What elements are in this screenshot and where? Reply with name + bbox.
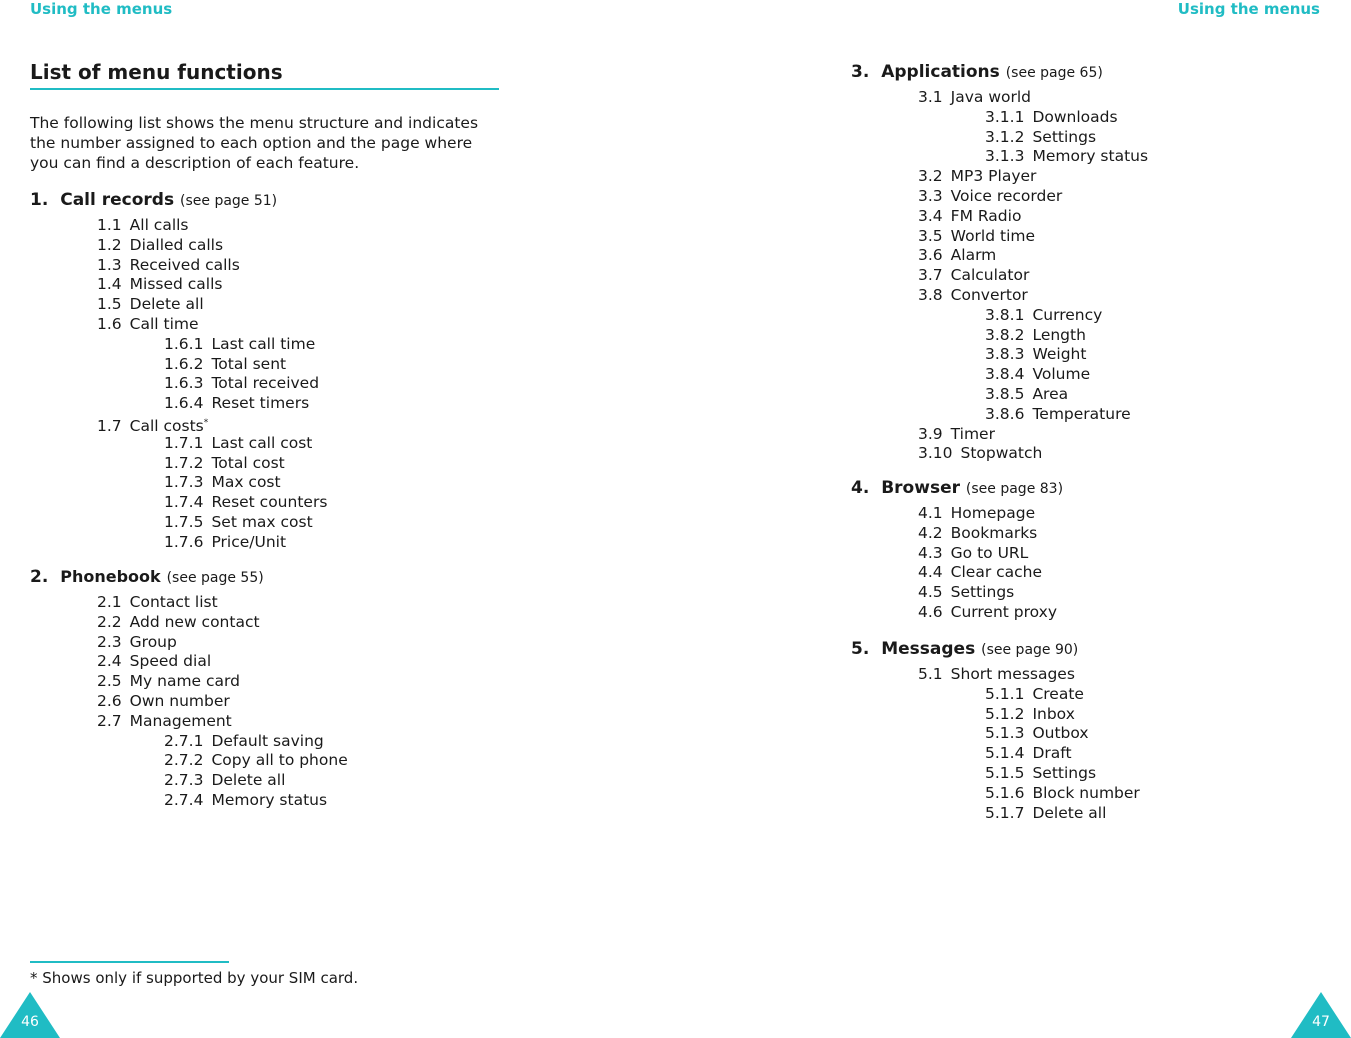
menu-item-number: 3.8.6 xyxy=(985,404,1025,423)
menu-item-label: Voice recorder xyxy=(950,186,1063,205)
menu-item xyxy=(97,712,348,732)
menu-item xyxy=(97,256,327,276)
menu-item-number: 5.1 xyxy=(918,665,943,683)
section-label: Applications xyxy=(881,62,1000,82)
section-page-ref: (see page 90) xyxy=(981,642,1079,658)
menu-item-number: 1.5 xyxy=(97,295,122,314)
menu-item-label: Total sent xyxy=(211,354,287,373)
menu-item-label: Add new contact xyxy=(129,612,260,631)
menu-item xyxy=(97,593,348,613)
menu-item xyxy=(97,771,348,791)
menu-item-number: 3.2 xyxy=(918,167,943,186)
menu-item-number: 3.8.5 xyxy=(985,384,1025,403)
menu-item-number: 3.5 xyxy=(918,226,943,245)
menu-item xyxy=(97,216,327,236)
section-number: 5. xyxy=(851,639,870,659)
menu-item xyxy=(918,128,1148,148)
menu-item-label: Total cost xyxy=(211,453,285,472)
menu-item-number: 3.6 xyxy=(918,246,943,265)
menu-item-number: 2.7.3 xyxy=(164,771,204,790)
page-number-text: 47 xyxy=(1312,1014,1330,1030)
menu-item-number: 5.1.3 xyxy=(985,724,1025,743)
menu-item-number: 5.1.4 xyxy=(985,744,1025,763)
menu-item-label: Alarm xyxy=(950,246,997,265)
menu-item-label: Settings xyxy=(950,583,1015,602)
menu-item xyxy=(97,295,327,315)
menu-item-label: Clear cache xyxy=(950,563,1043,582)
menu-item xyxy=(918,266,1148,286)
menu-item xyxy=(918,444,1148,464)
menu-item-label: Copy all to phone xyxy=(211,751,348,770)
section-label: Call records xyxy=(60,190,175,210)
section-page-ref: (see page 65) xyxy=(1005,65,1103,81)
menu-item-number: 1.1 xyxy=(97,216,122,234)
intro-paragraph: The following list shows the menu structure and indicates the number assigned to each option and the page where you can find a description of each feature. xyxy=(30,114,479,172)
section-heading-call-records xyxy=(30,190,277,210)
menu-item-number: 3.8.3 xyxy=(985,345,1025,364)
menu-item xyxy=(918,705,1140,725)
menu-item-label: Last call time xyxy=(211,334,316,353)
menu-item-label: Timer xyxy=(950,424,995,443)
menu-list-call-records xyxy=(97,216,327,553)
menu-item xyxy=(918,326,1148,346)
section-number: 4. xyxy=(851,478,870,498)
menu-item xyxy=(918,88,1148,108)
section-heading-messages xyxy=(851,639,1078,659)
menu-item xyxy=(918,207,1148,227)
page-number-left xyxy=(0,992,60,1038)
menu-item-number: 1.7.6 xyxy=(164,532,204,551)
menu-item-label: Max cost xyxy=(211,473,281,492)
menu-item-number: 3.10 xyxy=(918,444,953,463)
menu-item xyxy=(918,524,1057,544)
menu-item xyxy=(918,544,1057,564)
menu-item-label: Call time xyxy=(129,314,199,333)
menu-item xyxy=(97,236,327,256)
menu-list-applications xyxy=(918,88,1148,464)
menu-item xyxy=(97,315,327,335)
menu-item-label: Homepage xyxy=(950,504,1036,522)
menu-item xyxy=(918,504,1057,524)
menu-item-number: 5.1.2 xyxy=(985,704,1025,723)
menu-item-number: 4.3 xyxy=(918,543,943,562)
menu-item xyxy=(918,385,1148,405)
menu-item-label: World time xyxy=(950,226,1036,245)
menu-item xyxy=(918,583,1057,603)
menu-item-number: 2.1 xyxy=(97,593,122,611)
menu-item-number: 3.1.1 xyxy=(985,107,1025,126)
menu-item xyxy=(97,513,327,533)
menu-list-phonebook xyxy=(97,593,348,811)
menu-item-number: 3.4 xyxy=(918,206,943,225)
menu-item xyxy=(918,744,1140,764)
menu-item xyxy=(97,394,327,414)
menu-item-label: Set max cost xyxy=(211,512,313,531)
menu-item-label: All calls xyxy=(129,216,189,234)
menu-item-label: Go to URL xyxy=(950,543,1029,562)
menu-item-number: 3.1 xyxy=(918,88,943,106)
section-label: Messages xyxy=(881,639,976,659)
section-heading-applications xyxy=(851,62,1103,82)
menu-item xyxy=(97,374,327,394)
menu-item xyxy=(97,355,327,375)
menu-item-label: Temperature xyxy=(1032,404,1131,423)
menu-item-label: Volume xyxy=(1032,365,1091,384)
menu-item-label: Speed dial xyxy=(129,652,212,671)
menu-item xyxy=(918,784,1140,804)
menu-item-label: Currency xyxy=(1032,305,1103,324)
footnote-marker: * xyxy=(203,417,209,428)
menu-item-number: 1.7.3 xyxy=(164,473,204,492)
menu-item-label: Group xyxy=(129,632,177,651)
menu-item-number: 3.8 xyxy=(918,285,943,304)
menu-item-label: Java world xyxy=(950,88,1032,106)
menu-item xyxy=(918,286,1148,306)
menu-item-label: Default saving xyxy=(211,731,324,750)
menu-item xyxy=(918,685,1140,705)
menu-item-label: Current proxy xyxy=(950,602,1058,621)
menu-item-label: Block number xyxy=(1032,783,1140,802)
menu-item-label: Delete all xyxy=(211,771,286,790)
menu-item-label: Settings xyxy=(1032,763,1097,782)
menu-item-number: 3.1.3 xyxy=(985,147,1025,166)
menu-item-number: 5.1.5 xyxy=(985,763,1025,782)
menu-item-label: Management xyxy=(129,711,232,730)
menu-item xyxy=(918,227,1148,247)
menu-item-number: 3.7 xyxy=(918,266,943,285)
menu-item xyxy=(918,665,1140,685)
menu-item-number: 5.1.1 xyxy=(985,684,1025,703)
menu-item xyxy=(97,652,348,672)
menu-item-number: 3.3 xyxy=(918,186,943,205)
menu-item-label: Calculator xyxy=(950,266,1030,285)
menu-item-number: 1.4 xyxy=(97,275,122,294)
menu-item xyxy=(918,147,1148,167)
menu-item-label: Downloads xyxy=(1032,107,1118,126)
menu-item-number: 5.1.7 xyxy=(985,803,1025,822)
menu-item xyxy=(918,365,1148,385)
menu-item-number: 1.2 xyxy=(97,235,122,254)
menu-item-number: 1.6.1 xyxy=(164,334,204,353)
menu-item xyxy=(97,414,327,434)
menu-item xyxy=(97,751,348,771)
menu-item-label: Length xyxy=(1032,325,1086,344)
menu-list-browser xyxy=(918,504,1057,623)
menu-item-label: Inbox xyxy=(1032,704,1075,723)
menu-item-label: Bookmarks xyxy=(950,523,1038,542)
footnote-divider xyxy=(30,961,229,963)
section-heading-browser xyxy=(851,478,1063,498)
menu-item-label: Last call cost xyxy=(211,433,313,452)
section-number: 1. xyxy=(30,190,49,210)
menu-item xyxy=(918,804,1140,824)
menu-item-number: 1.7.5 xyxy=(164,512,204,531)
menu-item-number: 2.4 xyxy=(97,652,122,671)
menu-item xyxy=(97,732,348,752)
menu-item-number: 1.7 xyxy=(97,417,122,436)
menu-item xyxy=(918,167,1148,187)
menu-item-number: 4.6 xyxy=(918,602,943,621)
section-page-ref: (see page 51) xyxy=(180,193,278,209)
menu-item xyxy=(918,345,1148,365)
menu-item-number: 1.6.4 xyxy=(164,394,204,413)
menu-item-label: Draft xyxy=(1032,744,1072,763)
menu-item-label: Area xyxy=(1032,384,1069,403)
menu-item-number: 1.7.1 xyxy=(164,433,204,452)
menu-item xyxy=(918,405,1148,425)
menu-item-number: 2.7.2 xyxy=(164,751,204,770)
menu-item xyxy=(97,692,348,712)
menu-item-label: Memory status xyxy=(1032,147,1149,166)
menu-item-label: Missed calls xyxy=(129,275,223,294)
menu-item xyxy=(918,108,1148,128)
running-header-left: Using the menus xyxy=(30,0,173,18)
menu-item-number: 2.7.1 xyxy=(164,731,204,750)
menu-item xyxy=(97,633,348,653)
menu-item-label: Settings xyxy=(1032,127,1097,146)
menu-item-number: 3.1.2 xyxy=(985,127,1025,146)
menu-item xyxy=(918,306,1148,326)
menu-item-number: 1.3 xyxy=(97,255,122,274)
section-label: Phonebook xyxy=(60,567,161,586)
menu-item-label: Memory status xyxy=(211,790,328,809)
menu-item xyxy=(918,764,1140,784)
menu-item-label: Reset counters xyxy=(211,493,328,512)
menu-item xyxy=(97,335,327,355)
menu-item xyxy=(918,187,1148,207)
menu-item xyxy=(97,791,348,811)
menu-item xyxy=(97,275,327,295)
menu-item-number: 2.2 xyxy=(97,612,122,631)
menu-item-label: Weight xyxy=(1032,345,1087,364)
menu-item-label: Short messages xyxy=(950,665,1075,683)
menu-item xyxy=(97,672,348,692)
menu-item xyxy=(97,533,327,553)
menu-item-label: Stopwatch xyxy=(960,444,1043,463)
menu-item-number: 3.9 xyxy=(918,424,943,443)
menu-item-label: FM Radio xyxy=(950,206,1022,225)
menu-item-label: Price/Unit xyxy=(211,532,287,551)
menu-item-label: Delete all xyxy=(129,295,204,314)
menu-item-number: 1.7.2 xyxy=(164,453,204,472)
menu-item-number: 5.1.6 xyxy=(985,783,1025,802)
menu-item-number: 1.6 xyxy=(97,314,122,333)
menu-item xyxy=(97,434,327,454)
menu-item xyxy=(97,493,327,513)
menu-item-number: 1.6.2 xyxy=(164,354,204,373)
menu-item-label: Own number xyxy=(129,691,230,710)
menu-item xyxy=(918,603,1057,623)
menu-item xyxy=(918,563,1057,583)
menu-item-label: Outbox xyxy=(1032,724,1089,743)
menu-item-number: 2.6 xyxy=(97,691,122,710)
page-title: List of menu functions xyxy=(30,60,499,90)
menu-item-number: 2.7.4 xyxy=(164,790,204,809)
menu-item-label: Dialled calls xyxy=(129,235,224,254)
menu-item-number: 2.5 xyxy=(97,672,122,691)
running-header-right: Using the menus xyxy=(1177,0,1320,18)
section-number: 3. xyxy=(851,62,870,82)
section-page-ref: (see page 55) xyxy=(166,570,264,586)
menu-item-number: 4.4 xyxy=(918,563,943,582)
menu-item xyxy=(918,425,1148,445)
footnote: * Shows only if supported by your SIM card. xyxy=(30,969,359,987)
menu-item xyxy=(97,613,348,633)
menu-item-label: Reset timers xyxy=(211,394,310,413)
menu-item-number: 4.5 xyxy=(918,583,943,602)
menu-item-number: 1.6.3 xyxy=(164,374,204,393)
menu-item-label: Received calls xyxy=(129,255,240,274)
menu-item-number: 3.8.2 xyxy=(985,325,1025,344)
menu-item-label: Total received xyxy=(211,374,320,393)
menu-item-number: 4.2 xyxy=(918,523,943,542)
menu-item-number: 2.3 xyxy=(97,632,122,651)
menu-item xyxy=(97,473,327,493)
section-heading-phonebook xyxy=(30,567,264,587)
menu-item-number: 4.1 xyxy=(918,504,943,522)
menu-item xyxy=(918,246,1148,266)
section-number: 2. xyxy=(30,567,49,587)
menu-item-label: Create xyxy=(1032,684,1084,703)
section-page-ref: (see page 83) xyxy=(965,481,1064,497)
menu-item-label: MP3 Player xyxy=(950,167,1037,186)
menu-item-number: 3.8.1 xyxy=(985,305,1025,324)
menu-item xyxy=(97,454,327,474)
page-number-right xyxy=(1291,992,1351,1038)
page-number-text: 46 xyxy=(21,1014,39,1030)
menu-list-messages xyxy=(918,665,1140,823)
menu-item xyxy=(918,724,1140,744)
section-label: Browser xyxy=(881,478,960,498)
menu-item-label: Convertor xyxy=(950,285,1028,304)
menu-item-number: 2.7 xyxy=(97,711,122,730)
menu-item-label: Contact list xyxy=(129,593,218,611)
menu-item-label: Call costs xyxy=(129,417,204,436)
menu-item-label: Delete all xyxy=(1032,803,1107,822)
menu-item-number: 1.7.4 xyxy=(164,493,204,512)
menu-item-label: My name card xyxy=(129,672,240,691)
menu-item-number: 3.8.4 xyxy=(985,365,1025,384)
